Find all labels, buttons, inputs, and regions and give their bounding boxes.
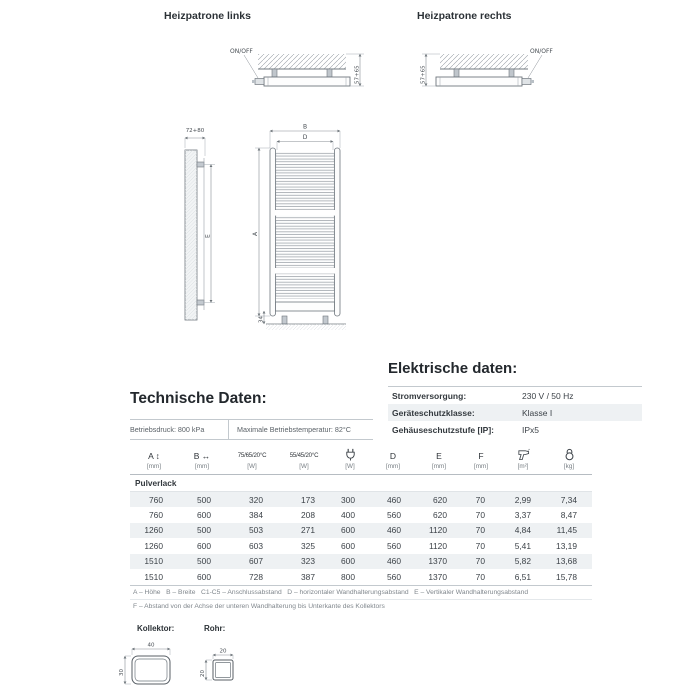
dim-34: 34 [258,316,265,323]
rohr-height-dim: 20 [200,670,206,677]
spec-cell: 600 [330,523,370,539]
spec-cell: 600 [197,540,211,551]
dim-5765-links: 57+65 [354,65,361,84]
col-f: F [mm] [462,446,500,475]
radiator-collector [276,302,335,311]
spec-cell: 607 [226,554,278,570]
dim-b: B [302,123,308,131]
footnote-line-1: A – Höhe B – Breite C1-C5 – Anschlussabstand D – horizontaler Wandhalterungsabstand E – Vertikaler Wandhalterungsabstand [130,586,592,600]
kollektor-height-dim: 30 [119,669,125,676]
spec-cell: 560 [387,571,401,582]
col-e: E [mm] [416,446,462,475]
dim-d: D [302,134,308,141]
spec-cell: 460 [370,523,416,539]
electrical-value: IPx5 [522,424,540,435]
col-d: D [mm] [370,446,416,475]
spec-cell: 560 [387,540,401,551]
weight-icon [563,448,576,461]
spec-cell: 8,47 [560,509,577,520]
electrical-data-section [388,360,642,438]
spec-cell: 1370 [416,554,462,570]
spec-cell: 70 [475,540,485,551]
col-height: A ↕ [mm] [130,446,178,475]
spec-cell: 620 [416,492,462,508]
spec-cell: 7,34 [546,492,592,508]
rohr-width-dim: 20 [219,648,227,655]
radiator-rungs [276,152,335,299]
onoff-label-rechts: ON/OFF [530,48,553,55]
technical-data-title: Technische Daten: [130,390,267,407]
spec-row [130,538,592,554]
spec-cell: 600 [341,540,355,551]
radiator-drawing [158,122,363,337]
electrical-row [388,387,642,404]
spec-cell: 1120 [428,540,447,551]
section-label: Pulverlack [130,475,592,492]
electrical-table [388,386,642,438]
spec-cell: 1370 [428,571,447,582]
electrical-value: 230 V / 50 Hz [522,390,574,401]
section-row [130,475,592,492]
spec-cell: 208 [301,509,315,520]
spec-cell: 503 [226,523,278,539]
onoff-label-links: ON/OFF [230,48,253,55]
footnotes [130,585,592,613]
spec-table [130,446,592,585]
spec-cell: 600 [330,554,370,570]
plug-icon [344,448,357,461]
spec-cell: 173 [278,492,330,508]
spec-cell: 271 [278,523,330,539]
heizpatrone-rechts-heading: Heizpatrone rechts [417,10,512,22]
spec-header-row [130,446,592,475]
electrical-label: Geräteschutzklasse: [392,407,475,418]
rohr-profile-drawing [199,646,245,696]
col-width: B ↔ [mm] [178,446,226,475]
col-output-55: 55/45/20°C [W] [278,446,330,475]
heizpatrone-rechts-drawing [418,40,558,118]
spec-cell: 13,68 [546,554,592,570]
spec-cell: 70 [475,509,485,520]
spec-cell: 70 [462,492,500,508]
electrical-row [388,404,642,421]
spec-row [130,492,592,508]
spec-cell: 70 [462,523,500,539]
spec-cell: 400 [341,509,355,520]
spec-cell: 5,82 [500,554,546,570]
technical-data-section [130,390,373,440]
spec-cell: 600 [197,509,211,520]
electrical-label: Gehäuseschutzstufe [IP]: [392,424,495,435]
spec-cell: 1510 [144,571,163,582]
electrical-row [388,421,642,438]
col-output-75: 75/65/20°C [W] [226,446,278,475]
dim-7280: 72+80 [185,128,205,134]
electrical-data-title: Elektrische daten: [388,360,518,377]
footnote-line-2: F – Abstand von der Achse der unteren Wandhalterung bis Unterkante des Kollektors [133,603,385,610]
spec-cell: 2,99 [500,492,546,508]
dim-e: E [204,234,212,238]
spec-cell: 1510 [130,554,178,570]
dim-5765-rechts: 57+65 [420,65,427,84]
col-electric: [W] [330,446,370,475]
spec-cell: 11,45 [546,523,592,539]
spec-cell: 70 [475,571,485,582]
spec-cell: 500 [178,492,226,508]
spec-cell: 4,84 [500,523,546,539]
spec-cell: 320 [226,492,278,508]
spec-row [130,507,592,523]
spec-cell: 70 [462,554,500,570]
spec-cell: 300 [330,492,370,508]
spec-cell: 560 [387,509,401,520]
spec-cell: 460 [370,492,416,508]
col-surface: [m²] [500,446,546,475]
spec-cell: 620 [433,509,447,520]
spec-cell: 5,41 [514,540,531,551]
kollektor-profile-drawing [117,640,179,694]
spec-table-body [130,475,592,585]
spec-cell: 500 [178,554,226,570]
spec-cell: 603 [249,540,263,551]
spec-cell: 15,78 [556,571,577,582]
spec-cell: 460 [370,554,416,570]
spec-cell: 384 [249,509,263,520]
rohr-heading: Rohr: [204,624,226,633]
spec-cell: 1260 [144,540,163,551]
spec-row [130,569,592,585]
operating-pressure: Betriebsdruck: 800 kPa [130,425,205,434]
spec-row [130,523,592,539]
spec-cell: 1260 [130,523,178,539]
kollektor-heading: Kollektor: [137,624,175,633]
spec-cell: 3,37 [514,509,531,520]
max-temperature: Maximale Betriebstemperatur: 82°C [228,420,357,439]
electrical-value: Klasse I [522,407,553,418]
paint-icon [517,448,530,461]
spec-cell: 760 [130,492,178,508]
spec-cell: 600 [197,571,211,582]
spec-cell: 760 [149,509,163,520]
kollektor-width-dim: 40 [147,642,155,649]
spec-cell: 13,19 [556,540,577,551]
spec-row [130,554,592,570]
electrical-label: Stromversorgung: [392,390,467,401]
heizpatrone-links-heading: Heizpatrone links [164,10,251,22]
heating-cartridge-right [522,79,531,85]
dim-a: A [252,231,259,236]
heating-cartridge-left [255,79,264,85]
spec-cell: 325 [301,540,315,551]
spec-cell: 6,51 [514,571,531,582]
operating-conditions-strip [130,419,373,440]
spec-cell: 323 [278,554,330,570]
heizpatrone-links-drawing [228,40,368,118]
spec-cell: 728 [249,571,263,582]
spec-cell: 1120 [416,523,462,539]
spec-cell: 800 [341,571,355,582]
spec-cell: 500 [178,523,226,539]
col-weight: [kg] [546,446,592,475]
spec-cell: 387 [301,571,315,582]
